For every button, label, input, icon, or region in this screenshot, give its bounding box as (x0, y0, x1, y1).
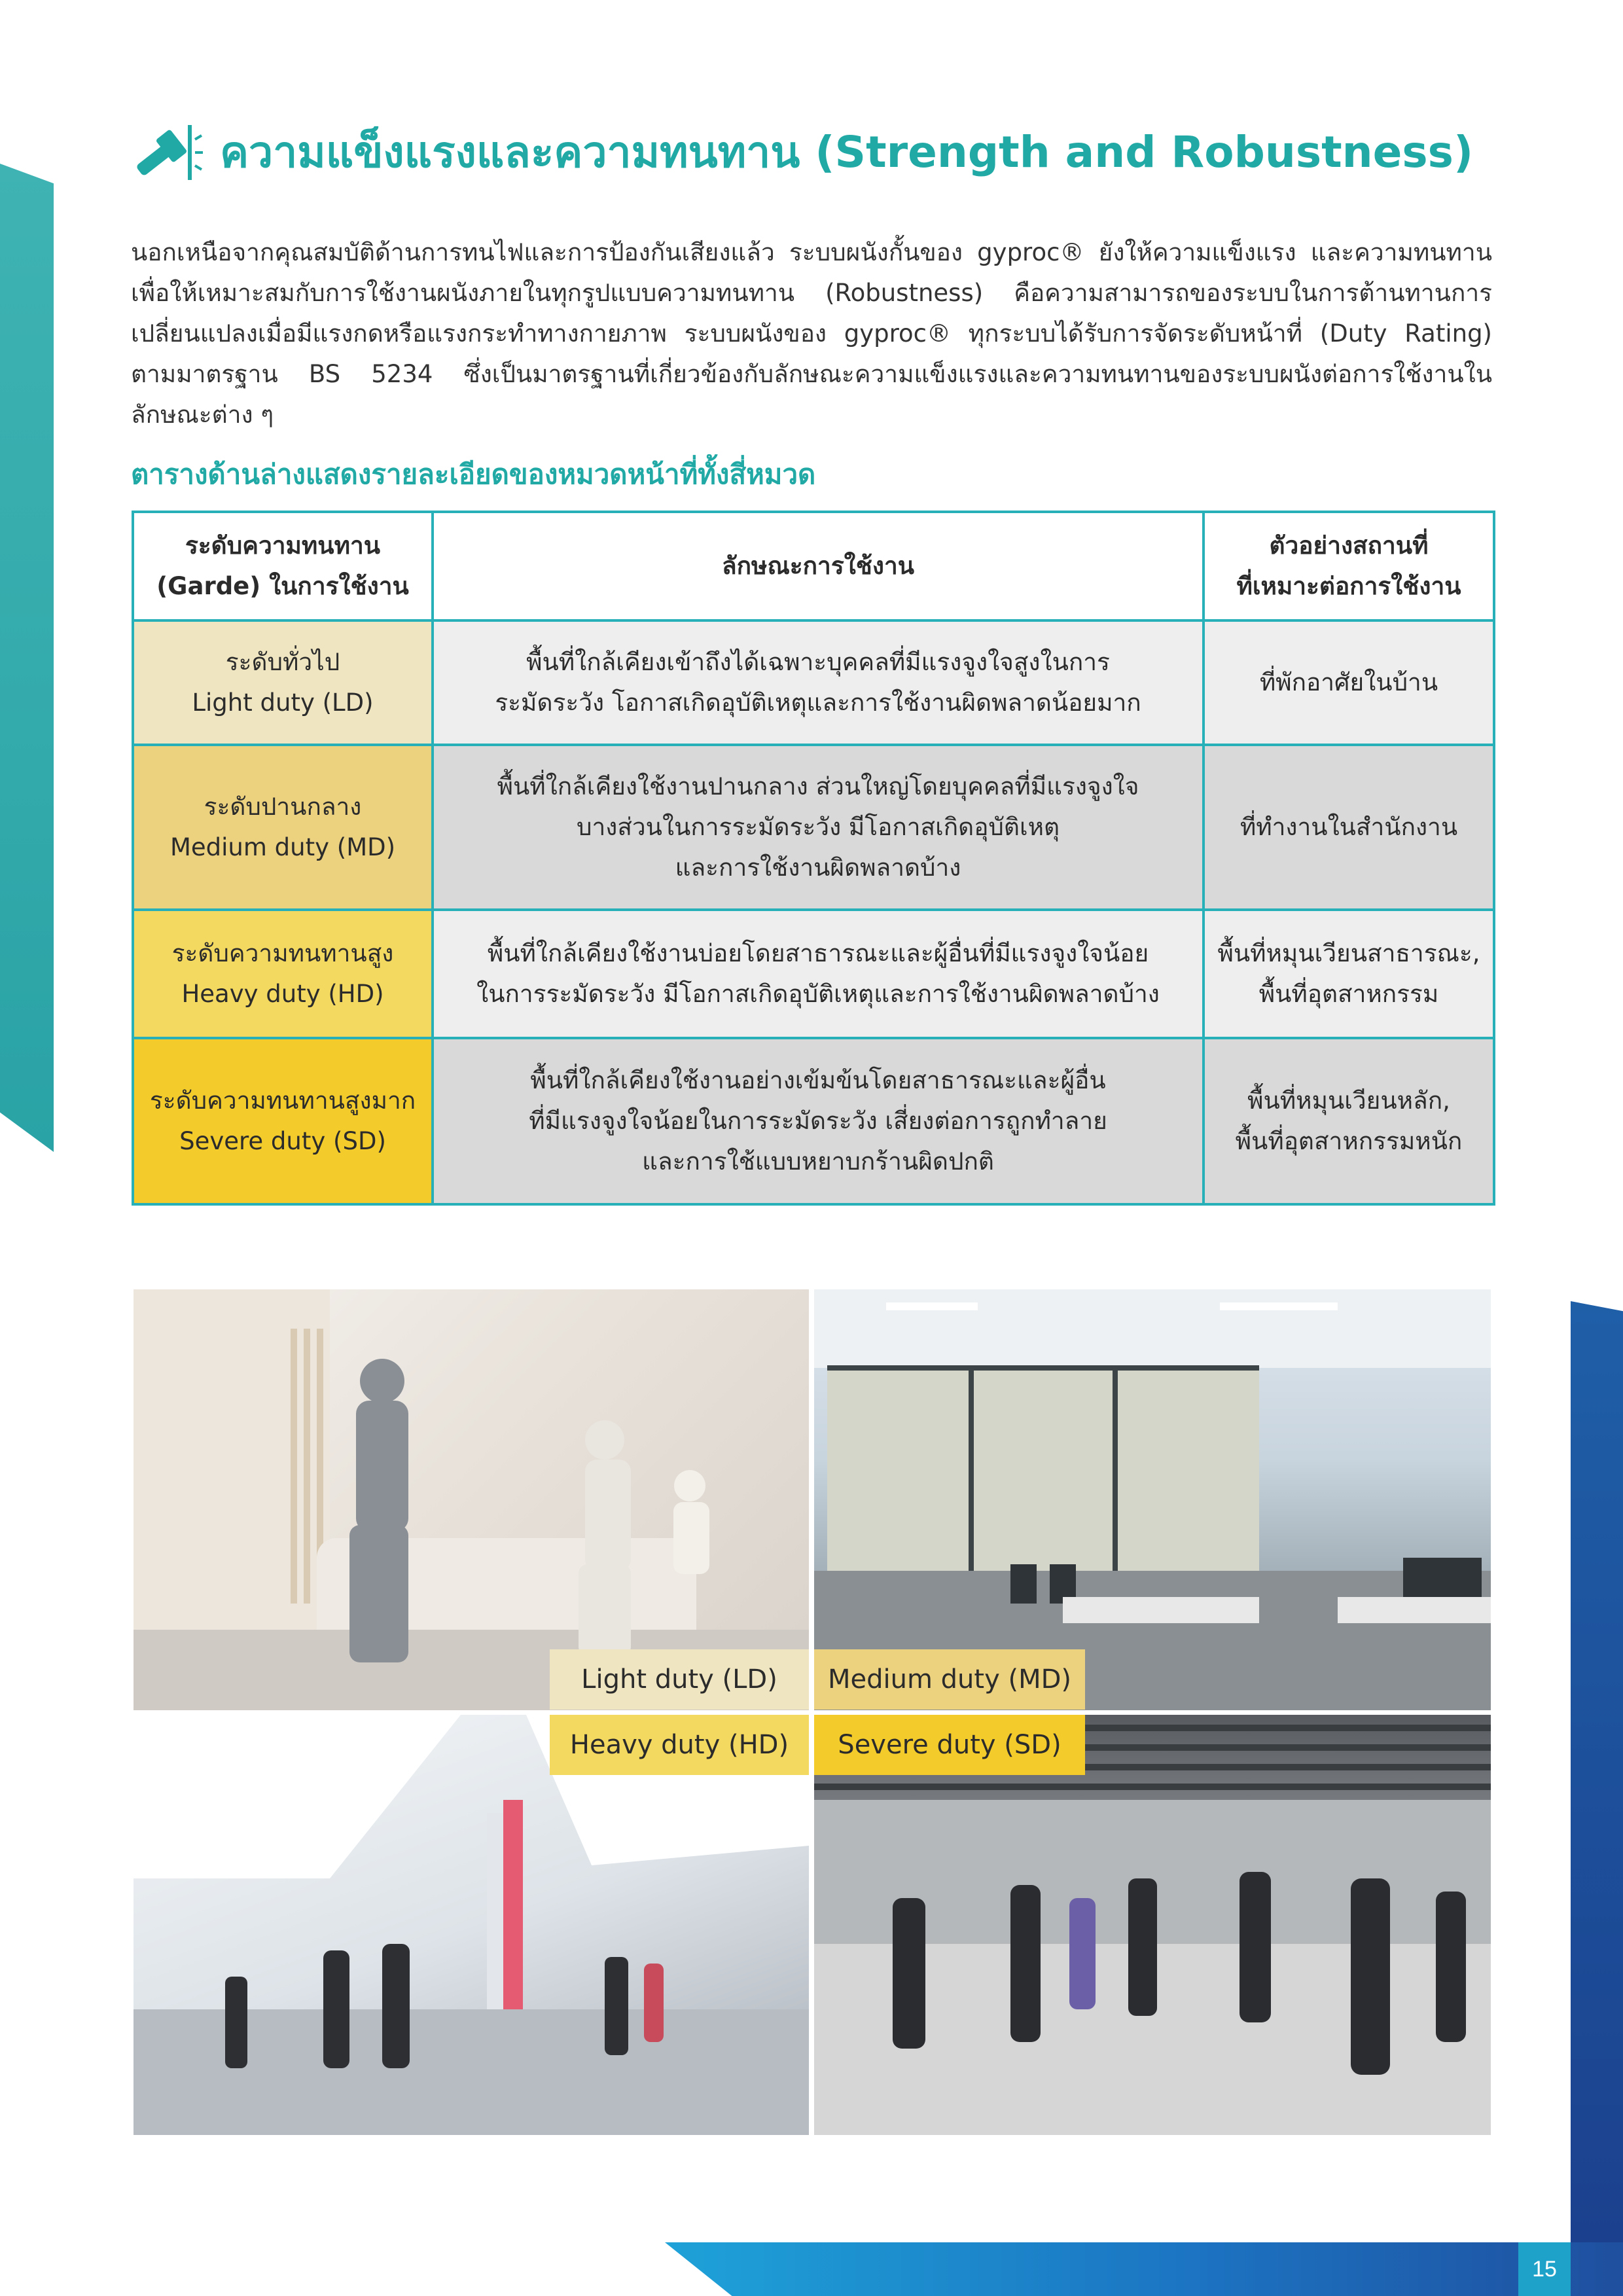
usage-cell: พื้นที่ใกล้เคียงเข้าถึงได้เฉพาะบุคคลที่มีแรงจูงใจสูงในการ ระมัดระวัง โอกาสเกิดอุบัติเหตุและการใช้งานผิดพลาดน้อยมาก (433, 620, 1204, 745)
train-station-photo (814, 1715, 1491, 2135)
table-row (133, 1038, 1494, 1204)
page-title: ความแข็งแรงและความทนทาน (Strength and Robustness) (220, 127, 1474, 177)
table-row (133, 745, 1494, 910)
photo-tag-medium-duty: Medium duty (MD) (814, 1649, 1085, 1710)
photo-tag-heavy-duty: Heavy duty (HD) (550, 1715, 809, 1775)
section-heading (131, 118, 1499, 187)
example-cell: พื้นที่หมุนเวียนสาธารณะ, พื้นที่อุตสาหกรรม (1204, 910, 1494, 1038)
photo-tag-light-duty: Light duty (LD) (550, 1649, 809, 1710)
hammer-impact-icon (131, 120, 203, 185)
usage-cell: พื้นที่ใกล้เคียงใช้งานบ่อยโดยสาธารณะและผู้อื่นที่มีแรงจูงใจน้อย ในการระมัดระวัง มีโอกาสเกิดอุบัติเหตุและการใช้งานผิดพลาดบ้าง (433, 910, 1204, 1038)
table-row (133, 910, 1494, 1038)
example-cell: พื้นที่หมุนเวียนหลัก, พื้นที่อุตสาหกรรมหนัก (1204, 1038, 1494, 1204)
table-header-row (133, 512, 1494, 620)
decorative-bottom-band (665, 2242, 1623, 2296)
duty-rating-table (132, 511, 1495, 1206)
table-row (133, 620, 1494, 745)
intro-paragraph: นอกเหนือจากคุณสมบัติด้านการทนไฟและการป้องกันเสียงแล้ว ระบบผนังกั้นของ gyproc® ยังให้ความแข็งแรง และความทนทาน เพื่อให้เหมาะสมกับการใช้งานผนังภายในทุกรูปแบบความทนทาน (Robustness) คือความสามารถของระบบในการต้านทานการเปลี่ยนแปลงเมื่อมีแรงกดหรือแรงกระทำทางกายภาพ ระบบผนังของ gyproc® ทุกระบบได้รับการจัดระดับหน้าที่ (Duty Rating) ตามมาตรฐาน BS 5234 ซึ่งเป็นมาตรฐานที่เกี่ยวข้องกับลักษณะความแข็งแรงและความทนทานของระบบผนังต่อการใช้งานในลักษณะต่าง ๆ (131, 238, 1492, 429)
page-number: 15 (1518, 2242, 1571, 2296)
office-photo (814, 1289, 1491, 1710)
decorative-blue-band (1571, 1301, 1623, 2296)
decorative-teal-band (0, 164, 54, 1152)
grade-cell-sd: ระดับความทนทานสูงมาก Severe duty (SD) (133, 1038, 433, 1204)
home-living-room-photo (134, 1289, 809, 1710)
header-usage: ลักษณะการใช้งาน (433, 512, 1204, 620)
header-grade: ระดับความทนทาน (Garde) ในการใช้งาน (133, 512, 433, 620)
grade-cell-md: ระดับปานกลาง Medium duty (MD) (133, 745, 433, 910)
usage-cell: พื้นที่ใกล้เคียงใช้งานปานกลาง ส่วนใหญ่โดยบุคคลที่มีแรงจูงใจ บางส่วนในการระมัดระวัง มีโอกาสเกิดอุบัติเหตุ และการใช้งานผิดพลาดบ้าง (433, 745, 1204, 910)
example-cell: ที่ทำงานในสำนักงาน (1204, 745, 1494, 910)
shopping-mall-photo (134, 1715, 809, 2135)
table-caption: ตารางด้านล่างแสดงรายละเอียดของหมวดหน้าที่ทั้งสี่หมวด (131, 458, 816, 490)
usage-cell: พื้นที่ใกล้เคียงใช้งานอย่างเข้มข้นโดยสาธารณะและผู้อื่น ที่มีแรงจูงใจน้อยในการระมัดระวัง เสี่ยงต่อการถูกทำลาย และการใช้แบบหยาบกร้านผิดปกติ (433, 1038, 1204, 1204)
photo-tag-severe-duty: Severe duty (SD) (814, 1715, 1085, 1775)
grade-cell-ld: ระดับทั่วไป Light duty (LD) (133, 620, 433, 745)
header-example: ตัวอย่างสถานที่ ที่เหมาะต่อการใช้งาน (1204, 512, 1494, 620)
grade-cell-hd: ระดับความทนทานสูง Heavy duty (HD) (133, 910, 433, 1038)
example-cell: ที่พักอาศัยในบ้าน (1204, 620, 1494, 745)
